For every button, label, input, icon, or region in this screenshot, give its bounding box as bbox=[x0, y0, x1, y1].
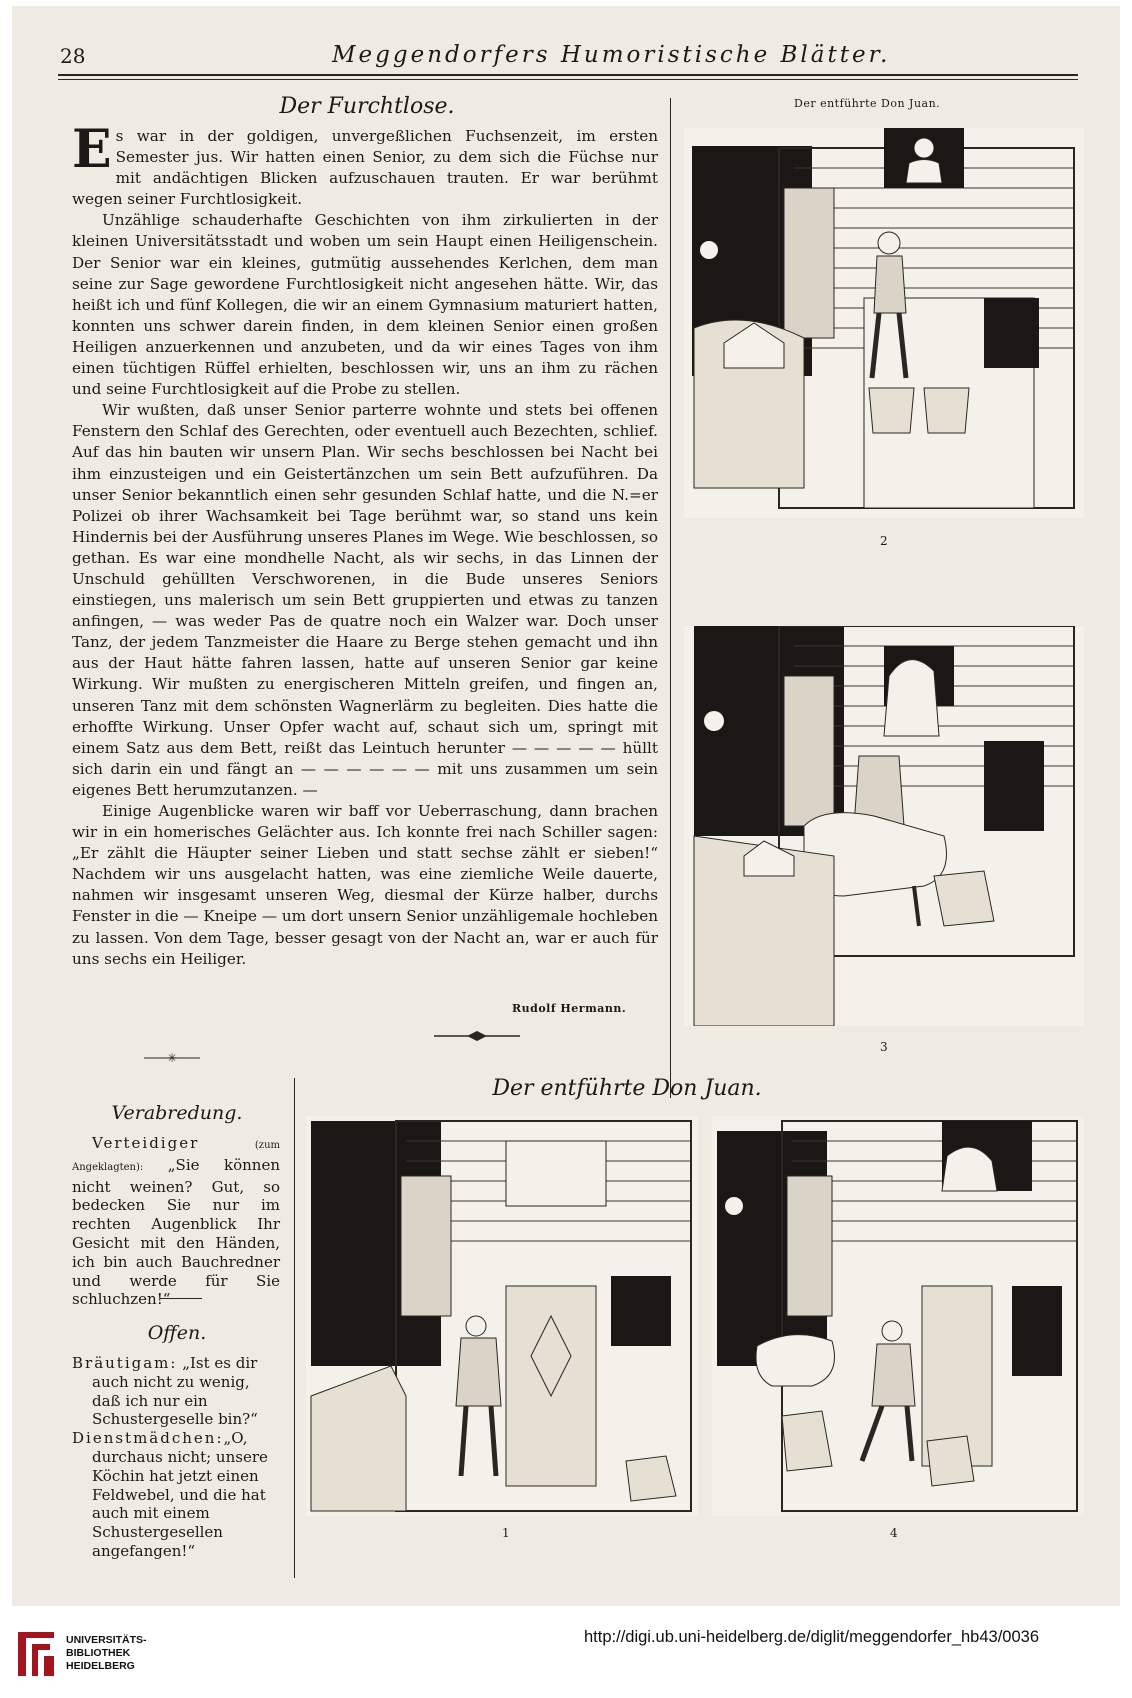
page-number: 28 bbox=[60, 44, 86, 68]
source-url[interactable]: http://digi.ub.uni-heidelberg.de/diglit/meggendorfer_hb43/0036 bbox=[584, 1628, 1039, 1646]
offen-title: Offen. bbox=[147, 1322, 207, 1344]
column-divider bbox=[294, 1078, 295, 1578]
panel-number: 4 bbox=[890, 1526, 898, 1540]
library-logo-icon bbox=[14, 1628, 58, 1680]
paragraph: Einige Augenblicke waren wir baff vor Ueberraschung, dann brachen wir in ein homerisches Gelächter aus. Ich konnte frei nach Schiller sagen: „Er zählt die Häupter seiner Lieben und statt sechse zählt er sieben!“ Nachdem wir uns ausgelacht hatten, was eine ziemliche Weile dauerte, nahmen wir insgesamt unseren Weg, diesmal der Kürze halber, durchs Fenster in die — Kneipe — um dort unsern Senior unzähligemale hochleben zu lassen. Von dem Tage, besser gesagt von der Nacht an, war er auch für uns sechs ein Heiliger. bbox=[72, 802, 658, 968]
paragraph: Unzählige schauderhafte Geschichten von ihm zirkulierten in der kleinen Universitätsstadt und woben um sein Haupt einen Heiligenschein. Der Senior war ein kleines, gutmütig aussehendes Kerlchen, dem man seine zur Sage gewordene Furchtlosigkeit nicht angesehen hätte. Wir, das heißt ich und fünf Kollegen, die wir an einem Gymnasium maturiert hatten, konnten uns schwer darein finden, in dem kleinen Senior einen großen Heiligen anzuerkennen und anzubeten, und da wir eines Tages von ihm einen tüchtigen Rüffel erhielten, beschlossen wir, uns an ihm zu rächen und seine Furchtlosigkeit auf die Probe zu stellen. bbox=[72, 211, 658, 399]
comic-title: Der entführte Don Juan. bbox=[492, 1076, 762, 1101]
ornament-star bbox=[142, 1051, 202, 1065]
comic-panel-1 bbox=[306, 1116, 698, 1516]
panel-number: 3 bbox=[880, 1040, 888, 1054]
library-name: UNIVERSITÄTS- BIBLIOTHEK HEIDELBERG bbox=[66, 1634, 147, 1672]
scanned-page bbox=[12, 6, 1120, 1606]
paragraph: Es war in der goldigen, unvergeßlichen Fuchsenzeit, im ersten Semester jus. Wir hatten einen Senior, zu dem sich die Füchse nur mit andächtigen Blicken aufzuschauen trauten. Er war berühmt wegen seiner Furchtlosigkeit. bbox=[72, 119, 658, 209]
author-signature: Rudolf Hermann. bbox=[512, 1002, 627, 1015]
paragraph: Wir wußten, daß unser Senior parterre wohnte und stets bei offenen Fenstern den Schlaf des Gerechten, oder eventuell auch Bezechten, schlief. Auf das hin bauten wir unsern Plan. Wir sechs beschlossen bei Nacht bei ihm einzusteigen und ein Geistertänzchen um sein Bett aufzuführen. Da unser Senior bekanntlich einen sehr gesunden Schlaf hatte, und die N.=er Polizei ob ihrer Wachsamkeit bei Tage berühmt war, so stand uns kein Hindernis bei der Ausführung unseres Planes im Wege. Wie beschlossen, so gethan. Es war eine mondhelle Nacht, als wir sechs, in das Linnen der Unschuld gehüllten Verschworenen, in die Bude unseres Seniors einstiegen, uns malerisch um sein Bett gruppierten und etwas zu tanzen anfingen, — was weder Pas de quatre noch ein Walzer war. Doch unser Tanz, der jedem Tanzmeister die Haare zu Berge stehen gemacht und ihn aus der Haut hätte fahren lassen, hatte auf unseren Senior gar keine Wirkung. Wir mußten zu energischeren Mitteln greifen, und fingen an, unseren Tanz mit dem schönsten Wagnerlärm zu begleiten. Dies hatte die erhoffte Wirkung. Unser Opfer wacht auf, schaut sich um, springt mit einem Satz aus dem Bett, reißt das Leintuch herunter — — — — — hüllt sich darin ein und fängt an — — — — — — mit uns zusammen um sein eigenes Bett herumzutanzen. — bbox=[72, 401, 658, 799]
comic-panel-3 bbox=[684, 626, 1084, 1026]
dialogue-line: „O, durchaus nicht; unsere Köchin hat jetzt einen Feldwebel, und die hat auch mit einem Schustergesellen angefangen!“ bbox=[92, 1429, 268, 1560]
verabredung-body bbox=[72, 1134, 280, 1309]
panel-number: 1 bbox=[502, 1526, 510, 1540]
speaker: Dienstmädchen: bbox=[72, 1429, 224, 1448]
journal-title: Meggendorfers Humoristische Blätter. bbox=[332, 42, 891, 68]
stage-note: (zum Angeklagten): bbox=[72, 1140, 280, 1173]
comic-caption: Der entführte Don Juan. bbox=[794, 97, 941, 110]
comic-panel-4 bbox=[712, 1116, 1084, 1516]
svg-text:✳: ✳ bbox=[166, 1051, 178, 1065]
footer bbox=[0, 1606, 1132, 1698]
header-rule-thin bbox=[58, 79, 1078, 80]
offen-body bbox=[72, 1354, 280, 1561]
short-rule bbox=[160, 1298, 202, 1299]
speaker: Verteidiger bbox=[92, 1134, 200, 1152]
comic-panel-2 bbox=[684, 128, 1084, 518]
ornament-divider bbox=[432, 1029, 522, 1043]
verabredung-title: Verabredung. bbox=[111, 1102, 243, 1124]
drop-cap: E bbox=[72, 119, 112, 180]
panel-number: 2 bbox=[880, 534, 888, 548]
header-rule bbox=[58, 74, 1078, 76]
speaker: Bräutigam: bbox=[72, 1354, 178, 1372]
verabredung-text: „Sie können nicht weinen? Gut, so bedecken Sie nur im rechten Augenblick Ihr Gesicht mit den Händen, ich bin auch Bauchredner und werde für Sie schluchzen!“ bbox=[72, 1155, 280, 1309]
column-divider bbox=[670, 98, 671, 1098]
dialogue-line: „Ist es dir auch nicht zu wenig, daß ich nur ein Schustergeselle bin?“ bbox=[92, 1354, 258, 1429]
article-body bbox=[72, 119, 658, 970]
article-title: Der Furchtlose. bbox=[279, 94, 455, 119]
